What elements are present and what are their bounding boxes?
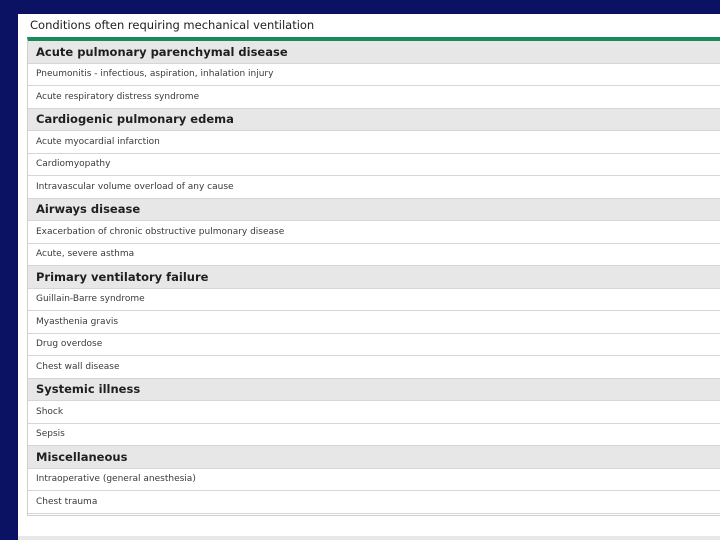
table-row: Pneumonitis - infectious, aspiration, inhalation injury bbox=[28, 64, 720, 87]
table-row: Chest trauma bbox=[28, 491, 720, 514]
table-row: Acute respiratory distress syndrome bbox=[28, 86, 720, 109]
table-row: Acute myocardial infarction bbox=[28, 131, 720, 154]
table-row: Sepsis bbox=[28, 424, 720, 447]
page-bottom-edge bbox=[18, 536, 720, 540]
table-row: Drug overdose bbox=[28, 334, 720, 357]
section-heading: Cardiogenic pulmonary edema bbox=[28, 109, 720, 132]
section-heading: Primary ventilatory failure bbox=[28, 266, 720, 289]
table-row: Chest wall disease bbox=[28, 356, 720, 379]
table-row: Exacerbation of chronic obstructive pulmonary disease bbox=[28, 221, 720, 244]
document-page bbox=[18, 14, 720, 540]
table-row: Acute, severe asthma bbox=[28, 244, 720, 267]
section-heading: Miscellaneous bbox=[28, 446, 720, 469]
table-title: Conditions often requiring mechanical ventilation bbox=[30, 18, 315, 32]
table-row: Shock bbox=[28, 401, 720, 424]
table-row: Myasthenia gravis bbox=[28, 311, 720, 334]
conditions-table bbox=[27, 37, 720, 516]
section-heading: Systemic illness bbox=[28, 379, 720, 402]
table-row: Cardiomyopathy bbox=[28, 154, 720, 177]
section-heading: Acute pulmonary parenchymal disease bbox=[28, 41, 720, 64]
table-row: Guillain-Barre syndrome bbox=[28, 289, 720, 312]
table-row: Intraoperative (general anesthesia) bbox=[28, 469, 720, 492]
table-row: Intravascular volume overload of any cause bbox=[28, 176, 720, 199]
section-heading: Airways disease bbox=[28, 199, 720, 222]
